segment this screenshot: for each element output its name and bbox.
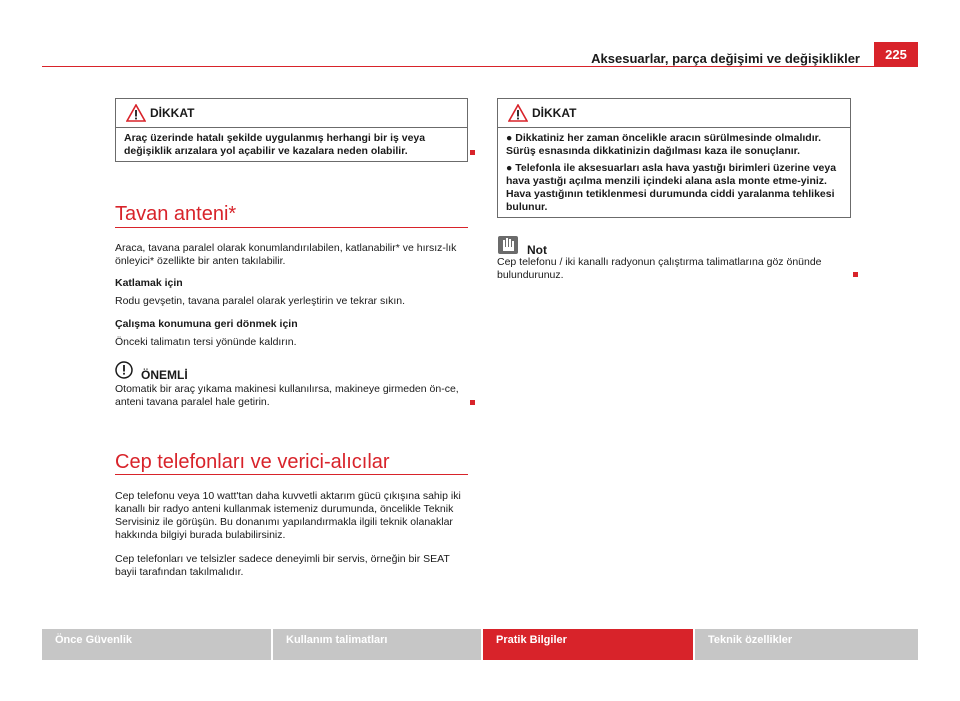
left-warning-box — [115, 98, 468, 162]
note-label: Not — [527, 243, 547, 257]
right-warning-label: DİKKAT — [532, 106, 577, 120]
right-warning-body — [498, 128, 850, 223]
section-title-mobile-phones: Cep telefonları ve verici-alıcılar — [115, 451, 390, 473]
footer-tab-practical[interactable]: Pratik Bilgiler — [483, 629, 693, 660]
note-heading — [497, 233, 547, 257]
warning-triangle-icon — [508, 104, 528, 122]
return-subheading: Çalışma konumuna geri dönmek için — [115, 318, 298, 330]
page-header-title: Aksesuarlar, parça değişimi ve değişiklikler — [591, 51, 860, 66]
warning-bullet: ● Telefonla ile aksesuarları asla hava yastığı birimleri üzerine veya hava yastığı açılma menzili içindeki alana asla monte etme-yiniz. Hava yastığının tetiklenmesi durumunda ciddi yaralanma tehlikesi bulunur. — [506, 162, 837, 213]
fold-instructions: Rodu gevşetin, tavana paralel olarak yerleştirin ve tekrar sıkın. — [115, 295, 406, 307]
page-number: 225 — [874, 42, 918, 66]
header-rule — [42, 66, 918, 67]
note-text: Cep telefonu / iki kanallı radyonun çalıştırma talimatlarına göz önünde bulundurunuz. — [497, 256, 822, 281]
footer-tab-technical[interactable]: Teknik özellikler — [695, 629, 918, 660]
left-warning-label: DİKKAT — [150, 106, 195, 120]
warning-bullet: ● Dikkatiniz her zaman öncelikle aracın sürülmesinde olmalıdır. Sürüş esnasında dikkatinizin dağılması kaza ile sonuçlanır. — [506, 132, 822, 157]
footer-tab-operation[interactable]: Kullanım talimatları — [273, 629, 481, 660]
section-title-rule — [115, 227, 468, 228]
left-warning-header — [116, 99, 467, 128]
roof-antenna-intro: Araca, tavana paralel olarak konumlandırılabilen, katlanabilir* ve hırsız-lık önleyici* özellikte bir anten takılabilir. — [115, 242, 457, 267]
left-warning-text: Araç üzerinde hatalı şekilde uygulanmış herhangi bir iş veya değişiklik arızalara yol açabilir ve kazalara neden olabilir. — [124, 132, 426, 157]
mobile-phones-para1: Cep telefonu veya 10 watt'tan daha kuvvetli aktarım gücü çıkışına sahip iki kanallı bir radyo anteni kullanmak istemeniz durumunda, öncelikle Teknik Servisiniz ile görüşün. Bu donanımı yapılandırmakla ilgili teknik olanaklar hakkında bilgiyi burada bulabilirsiniz. — [115, 490, 461, 541]
end-marker — [470, 400, 475, 405]
return-instructions: Önceki talimatın tersi yönünde kaldırın. — [115, 336, 297, 348]
exclamation-circle-icon — [115, 361, 133, 379]
end-marker — [853, 272, 858, 277]
notice-text: Otomatik bir araç yıkama makinesi kullanılırsa, makineye girmeden ön-ce, anteni tavana paralel hale getirin. — [115, 383, 459, 408]
note-hand-icon — [497, 235, 519, 255]
notice-label: ÖNEMLİ — [141, 368, 188, 382]
end-marker — [470, 150, 475, 155]
fold-subheading: Katlamak için — [115, 277, 183, 289]
footer-tab-safety[interactable]: Önce Güvenlik — [42, 629, 271, 660]
mobile-phones-para2: Cep telefonları ve telsizler sadece deneyimli bir servis, örneğin bir SEAT bayii tarafından takılmalıdır. — [115, 553, 450, 578]
notice-heading — [115, 358, 188, 382]
right-warning-header — [498, 99, 850, 128]
section-title-rule — [115, 474, 468, 475]
right-warning-box — [497, 98, 851, 218]
warning-triangle-icon — [126, 104, 146, 122]
section-title-roof-antenna: Tavan anteni* — [115, 203, 237, 225]
